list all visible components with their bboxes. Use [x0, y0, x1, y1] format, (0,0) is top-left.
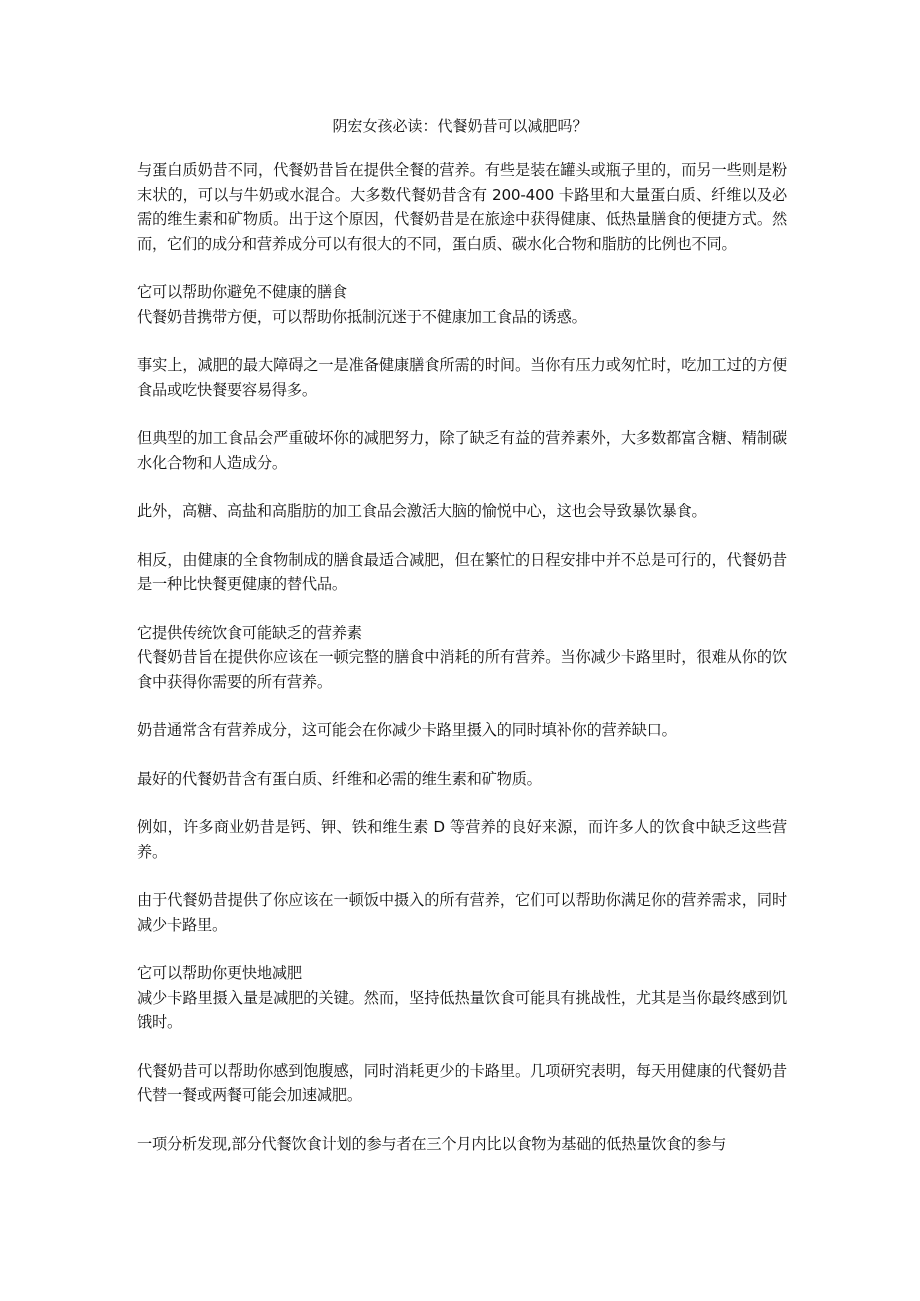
- section-heading: 它提供传统饮食可能缺乏的营养素: [137, 623, 362, 642]
- paragraph: 一项分析发现,部分代餐饮食计划的参与者在三个月内比以食物为基础的低热量饮食的参与: [137, 1134, 727, 1153]
- section-nutrients: [137, 621, 787, 695]
- paragraph: 代餐奶昔可以帮助你感到饱腹感，同时消耗更少的卡路里。几项研究表明，每天用健康的代餐奶昔代替一餐或两餐可能会加速减肥。: [137, 1061, 787, 1104]
- section-avoid-unhealthy-meals: [137, 280, 787, 329]
- paragraph: 代餐奶昔携带方便，可以帮助你抵制沉迷于不健康加工食品的诱惑。: [137, 307, 587, 326]
- intro-paragraph: 与蛋白质奶昔不同，代餐奶昔旨在提供全餐的营养。有些是装在罐头或瓶子里的，而另一些则是粉末状的，可以与牛奶或水混合。大多数代餐奶昔含有 200-400 卡路里和大量蛋白质、纤维以及必需的维生素和矿物质。出于这个原因，代餐奶昔是在旅途中获得健康、低热量膳食的便捷方式。然而，它们的成分和营养成分可以有很大的不同，蛋白质、碳水化合物和脂肪的比例也不同。: [137, 161, 787, 253]
- section-heading: 它可以帮助你更快地减肥: [137, 964, 302, 982]
- paragraph: 奶昔通常含有营养成分，这可能会在你减少卡路里摄入的同时填补你的营养缺口。: [137, 721, 677, 739]
- paragraph: 减少卡路里摄入量是减肥的关键。然而，坚持低热量饮食可能具有挑战性，尤其是当你最终感到饥饿时。: [137, 988, 787, 1031]
- paragraph: 事实上，减肥的最大障碍之一是准备健康膳食所需的时间。当你有压力或匆忙时，吃加工过的方便食品或吃快餐要容易得多。: [137, 356, 787, 399]
- paragraph: 相反，由健康的全食物制成的膳食最适合减肥，但在繁忙的日程安排中并不总是可行的，代餐奶昔是一种比快餐更健康的替代品。: [137, 550, 787, 593]
- paragraph: 由于代餐奶昔提供了你应该在一顿饭中摄入的所有营养，它们可以帮助你满足你的营养需求，同时减少卡路里。: [137, 891, 787, 934]
- section-heading: 它可以帮助你避免不健康的膳食: [137, 283, 347, 301]
- paragraph: 此外，高糖、高盐和高脂肪的加工食品会激活大脑的愉悦中心，这也会导致暴饮暴食。: [137, 502, 707, 520]
- document-body: [137, 158, 787, 1180]
- paragraph: 代餐奶昔旨在提供你应该在一顿完整的膳食中消耗的所有营养。当你减少卡路里时，很难从你的饮食中获得你需要的所有营养。: [137, 648, 787, 691]
- section-faster-weight-loss: [137, 961, 787, 1035]
- paragraph: 最好的代餐奶昔含有蛋白质、纤维和必需的维生素和矿物质。: [137, 769, 542, 788]
- paragraph: 但典型的加工食品会严重破坏你的减肥努力，除了缺乏有益的营养素外，大多数都富含糖、精制碳水化合物和人造成分。: [137, 429, 787, 472]
- paragraph: 例如，许多商业奶昔是钙、钾、铁和维生素 D 等营养的良好来源，而许多人的饮食中缺乏这些营养。: [137, 818, 787, 861]
- document-title: 阴宏女孩必读：代餐奶昔可以减肥吗？: [332, 117, 588, 135]
